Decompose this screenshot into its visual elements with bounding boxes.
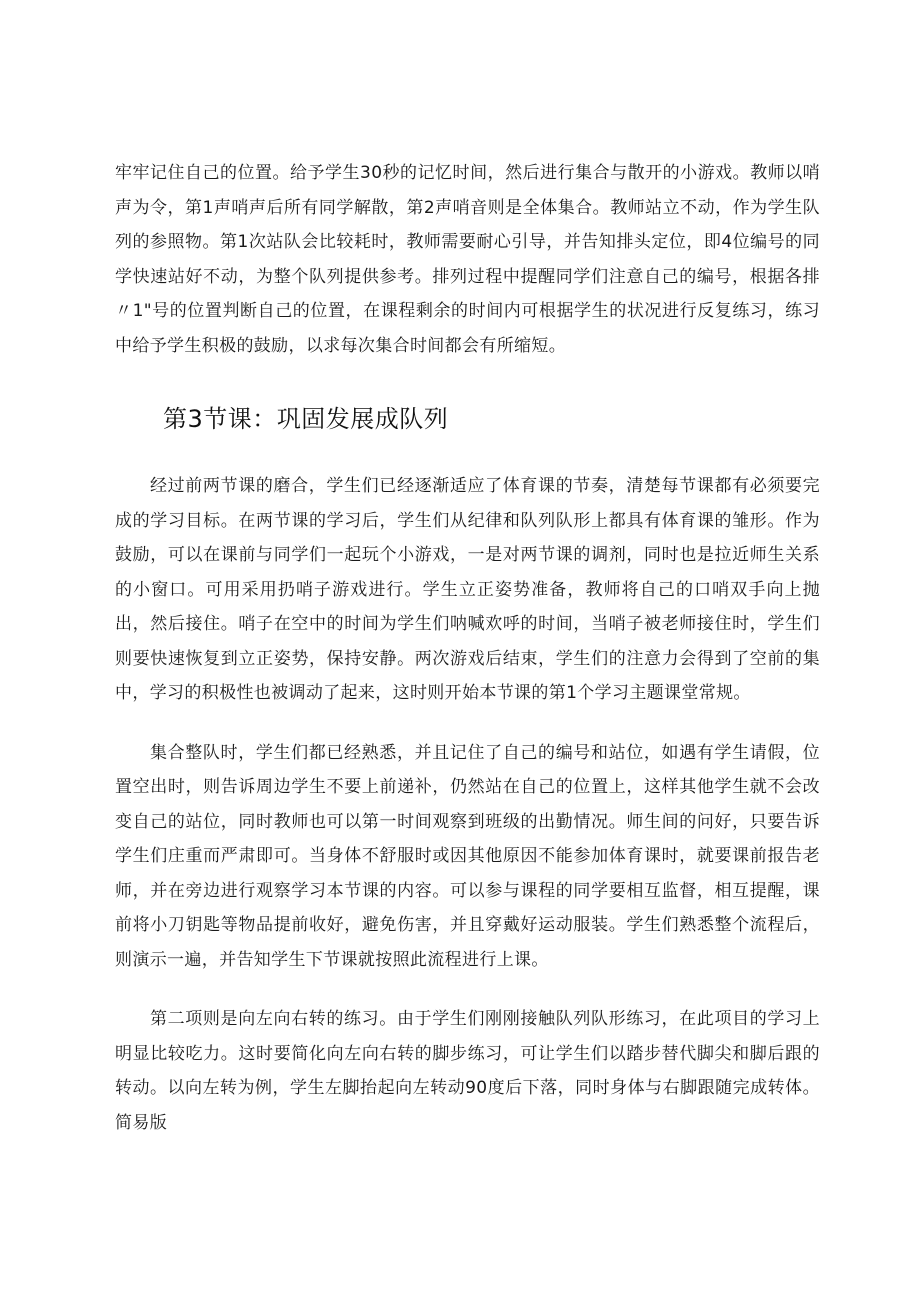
paragraph-assembly: 集合整队时，学生们都已经熟悉，并且记住了自己的编号和站位，如遇有学生请假，位置空出时，则告诉周边学生不要上前递补，仍然站在自己的位置上，这样其他学生就不会改变自己的站位，同时教师也可以第一时间观察到班级的出勤情况。师生间的问好，只要告诉学生们庄重而严肃即可。当身体不舒服时或因其他原因不能参加体育课时，就要课前报告老师，并在旁边进行观察学习本节课的内容。可以参与课程的同学要相互监督，相互提醒，课前将小刀钥匙等物品提前收好，避免伤害，并且穿戴好运动服装。学生们熟悉整个流程后，则演示一遍，并告知学生下节课就按照此流程进行上课。 [115,742,820,970]
paragraph-warmup-game: 经过前两节课的磨合，学生们已经逐渐适应了体育课的节奏，清楚每节课都有必须要完成的学习目标。在两节课的学习后，学生们从纪律和队列队形上都具有体育课的雏形。作为鼓励，可以在课前与同学们一起玩个小游戏，一是对两节课的调剂，同时也是拉近师生关系的小窗口。可用采用扔哨子游戏进行。学生立正姿势准备，教师将自己的口哨双手向上抛出，然后接住。哨子在空中的时间为学生们呐喊欢呼的时间，当哨子被老师接住时，学生们则要快速恢复到立正姿势，保持安静。两次游戏后结束，学生们的注意力会得到了空前的集中，学习的积极性也被调动了起来，这时则开始本节课的第1个学习主题课堂常规。 [115,476,820,703]
section-title: 第3节课：巩固发展成队列 [163,405,449,433]
document-body [115,156,820,1140]
paragraph-continued: 牢牢记住自己的位置。给予学生30秒的记忆时间，然后进行集合与散开的小游戏。教师以哨声为令，第1声哨声后所有同学解散，第2声哨音则是全体集合。教师站立不动，作为学生队列的参照物。第1次站队会比较耗时，教师需要耐心引导，并告知排头定位，即4位编号的同学快速站好不动，为整个队列提供参考。排列过程中提醒同学们注意自己的编号，根据各排〃1"号的位置判断自己的位置，在课程剩余的时间内可根据学生的状况进行反复练习，练习中给予学生积极的鼓励，以求每次集合时间都会有所缩短。 [115,163,820,356]
spacer [115,977,820,1002]
spacer [115,711,820,736]
spacer [115,439,820,469]
paragraph-turning-practice: 第二项则是向左向右转的练习。由于学生们刚刚接触队列队形练习，在此项目的学习上明显比较吃力。这时要简化向左向右转的脚步练习，可让学生们以踏步替代脚尖和脚后跟的转动。以向左转为例，学生左脚抬起向左转动90度后下落，同时身体与右脚跟随完成转体。简易版 [115,1009,820,1133]
